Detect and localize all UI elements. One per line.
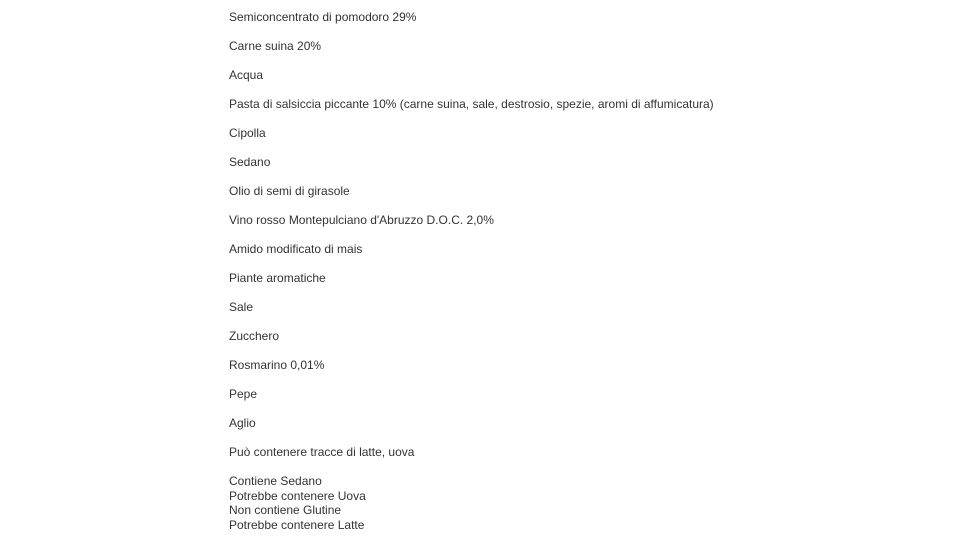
allergen-line: Non contiene Glutine xyxy=(229,503,342,517)
ingredient-item: Acqua xyxy=(229,68,264,82)
ingredient-item: Zucchero xyxy=(229,329,280,343)
ingredient-item: Cipolla xyxy=(229,126,266,140)
allergen-line: Potrebbe contenere Uova xyxy=(229,488,366,503)
ingredients-list xyxy=(229,10,909,474)
ingredient-item: Può contenere tracce di latte, uova xyxy=(229,445,415,459)
ingredient-item: Pepe xyxy=(229,387,258,401)
ingredient-item: Aglio xyxy=(229,416,256,430)
product-info xyxy=(229,10,909,532)
ingredient-item: Olio di semi di girasole xyxy=(229,184,350,198)
ingredient-item: Sale xyxy=(229,300,254,314)
allergen-line: Contiene Sedano xyxy=(229,474,322,488)
ingredient-item: Carne suina 20% xyxy=(229,39,322,53)
allergen-line: Potrebbe contenere Latte xyxy=(229,517,365,532)
ingredient-item: Semiconcentrato di pomodoro 29% xyxy=(229,10,417,24)
ingredient-item: Amido modificato di mais xyxy=(229,242,363,256)
ingredient-item: Pasta di salsiccia piccante 10% (carne suina, sale, destrosio, spezie, aromi di affumicatura) xyxy=(229,97,714,111)
allergens-block xyxy=(229,474,909,532)
ingredient-item: Piante aromatiche xyxy=(229,271,326,285)
ingredient-item: Rosmarino 0,01% xyxy=(229,358,325,372)
ingredient-item: Sedano xyxy=(229,155,271,169)
ingredient-item: Vino rosso Montepulciano d'Abruzzo D.O.C. 2,0% xyxy=(229,213,494,227)
